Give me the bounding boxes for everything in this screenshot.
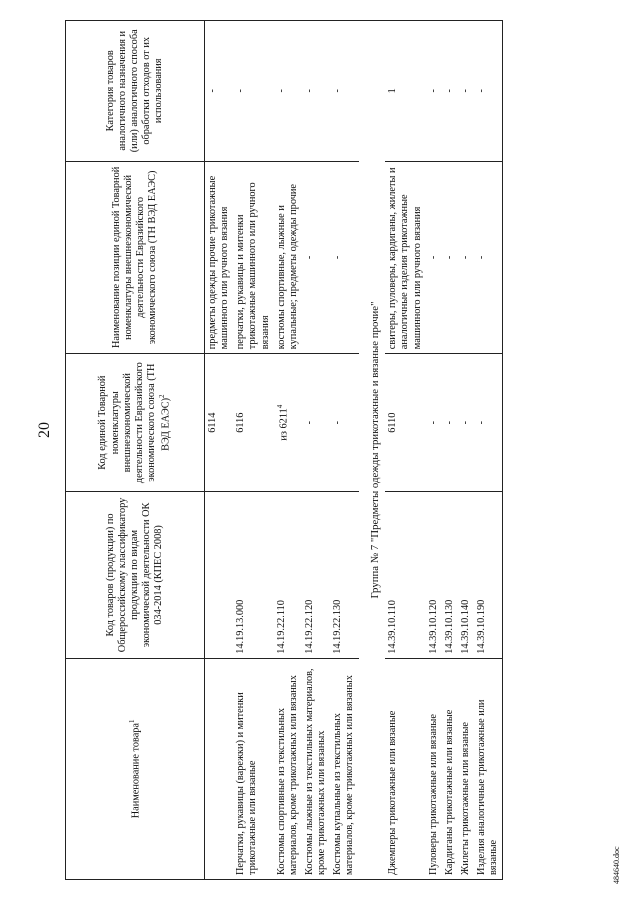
header-tnved-name: Наименование позиции единой Товарной номенклатуры внешнеэкономической деятельности Евразийского экономического союза (ТН ВЭД ЕАЭС) bbox=[66, 161, 205, 354]
cell-okpd: 14.19.22.110 bbox=[274, 492, 302, 659]
cell-okpd: 14.39.10.130 bbox=[442, 492, 458, 659]
cell-tnved: - bbox=[458, 354, 474, 492]
cell-category: - bbox=[474, 21, 503, 162]
table-row bbox=[274, 21, 302, 880]
cell-category: - bbox=[205, 21, 234, 162]
cell-category: - bbox=[302, 21, 330, 162]
cell-tnved-name: костюмы спортивные, лыжные и купальные; предметы одежды прочие bbox=[274, 161, 302, 354]
cell-tnved: 6110 bbox=[385, 354, 425, 492]
cell-tnved-name: - bbox=[302, 161, 330, 354]
cell-tnved-name: - bbox=[458, 161, 474, 354]
cell-tnved: 6114 bbox=[205, 354, 234, 492]
cell-tnved-name: - bbox=[330, 161, 358, 354]
cell-name: Перчатки, рукавицы (варежки) и митенки трикотажные или вязаные bbox=[233, 658, 273, 879]
cell-okpd: 14.19.13.000 bbox=[233, 492, 273, 659]
table-row bbox=[302, 21, 330, 880]
cell-category: - bbox=[442, 21, 458, 162]
table-header bbox=[66, 21, 205, 880]
cell-okpd bbox=[205, 492, 234, 659]
cell-name: Костюмы купальные из текстильных материалов, кроме трикотажных или вязаных bbox=[330, 658, 358, 879]
cell-okpd: 14.39.10.140 bbox=[458, 492, 474, 659]
table-row bbox=[233, 21, 273, 880]
cell-category: - bbox=[458, 21, 474, 162]
cell-tnved: - bbox=[330, 354, 358, 492]
cell-name: Костюмы спортивные из текстильных материалов, кроме трикотажных или вязаных bbox=[274, 658, 302, 879]
cell-tnved-name: перчатки, рукавицы и митенки трикотажные машинного или ручного вязания bbox=[233, 161, 273, 354]
header-product-name: Наименование товара$^1$ bbox=[66, 658, 205, 879]
cell-name bbox=[205, 658, 234, 879]
cell-category: - bbox=[426, 21, 442, 162]
group-title: Группа № 7 "Предметы одежды трикотажные и вязаные прочие" bbox=[359, 21, 386, 880]
cell-okpd: 14.19.22.120 bbox=[302, 492, 330, 659]
cell-category: 1 bbox=[385, 21, 425, 162]
cell-category: - bbox=[274, 21, 302, 162]
cell-tnved-name: предметы одежды прочие трикотажные машинного или ручного вязания bbox=[205, 161, 234, 354]
cell-tnved: 6116 bbox=[233, 354, 273, 492]
cell-name: Костюмы лыжные из текстильных материалов, кроме трикотажных или вязаных bbox=[302, 658, 330, 879]
cell-name: Джемперы трикотажные или вязаные bbox=[385, 658, 425, 879]
group-heading-row bbox=[359, 21, 386, 880]
header-tnved-code: Код единой Товарной номенклатуры внешнеэкономической деятельности Евразийского экономического союза (ТН ВЭД ЕАЭС)$^2$ bbox=[66, 354, 205, 492]
cell-name: Жилеты трикотажные или вязаные bbox=[458, 658, 474, 879]
cell-tnved-name: - bbox=[474, 161, 503, 354]
cell-tnved: - bbox=[302, 354, 330, 492]
cell-name: Кардиганы трикотажные или вязаные bbox=[442, 658, 458, 879]
cell-name: Пуловеры трикотажные или вязаные bbox=[426, 658, 442, 879]
cell-okpd: 14.39.10.120 bbox=[426, 492, 442, 659]
cell-okpd: 14.19.22.130 bbox=[330, 492, 358, 659]
table-row bbox=[205, 21, 234, 880]
table-row bbox=[330, 21, 358, 880]
table-row bbox=[442, 21, 458, 880]
table-row bbox=[426, 21, 442, 880]
table-row bbox=[474, 21, 503, 880]
cell-tnved: - bbox=[426, 354, 442, 492]
table-row bbox=[458, 21, 474, 880]
cell-okpd: 14.39.10.190 bbox=[474, 492, 503, 659]
cell-tnved-name: свитеры, пуловеры, кардиганы, жилеты и аналогичные изделия трикотажные машинного или ручного вязания bbox=[385, 161, 425, 354]
header-okpd-code: Код товаров (продукции) по Общероссийскому классификатору продукции по видам экономической деятельности ОК 034-2014 (КПЕС 2008) bbox=[66, 492, 205, 659]
cell-tnved-name: - bbox=[426, 161, 442, 354]
rotated-table-wrapper bbox=[65, 20, 585, 880]
cell-category: - bbox=[330, 21, 358, 162]
cell-tnved-name: - bbox=[442, 161, 458, 354]
cell-okpd: 14.39.10.110 bbox=[385, 492, 425, 659]
cell-tnved: - bbox=[442, 354, 458, 492]
table-row bbox=[385, 21, 425, 880]
header-category: Категория товаров аналогичного назначения и (или) аналогичного способа обработки отходов от их использования bbox=[66, 21, 205, 162]
cell-name: Изделия аналогичные трикотажные или вязаные bbox=[474, 658, 503, 879]
goods-table bbox=[65, 20, 503, 880]
cell-category: - bbox=[233, 21, 273, 162]
footer-doc-code: 484640.doc bbox=[612, 846, 621, 884]
cell-tnved: - bbox=[474, 354, 503, 492]
cell-tnved: из 6211$^4$ bbox=[274, 354, 302, 492]
page-number: 20 bbox=[36, 422, 53, 438]
